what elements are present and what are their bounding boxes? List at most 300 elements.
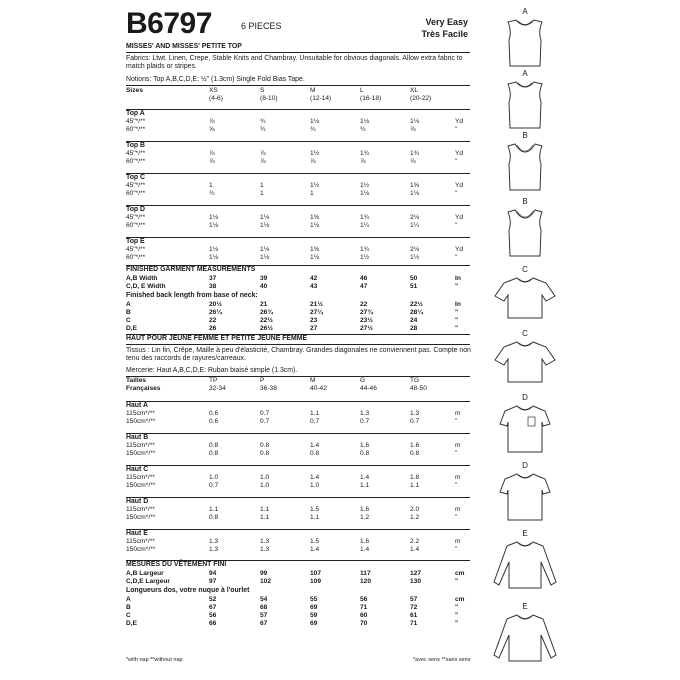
- cell-value: 72: [410, 604, 418, 611]
- size-code: M: [310, 87, 316, 94]
- row-label: C,D,E Largeur: [126, 578, 170, 585]
- row-label: 60"*/**: [126, 126, 146, 133]
- cell-value: 1¾: [410, 150, 420, 157]
- cell-value: 1.2: [360, 514, 370, 521]
- cell-value: 1½: [310, 150, 320, 157]
- francaises-header: [126, 385, 471, 393]
- cell-value: 50: [410, 275, 418, 282]
- cell-value: 59: [310, 612, 318, 619]
- view-title: Top D: [126, 206, 146, 213]
- table-row: [126, 325, 471, 333]
- cell-value: 0.7: [410, 418, 420, 425]
- view-title: Top B: [126, 142, 146, 149]
- cell-value: 1⅛: [209, 222, 219, 229]
- cell-value: 27½: [360, 325, 373, 332]
- divider: [126, 433, 470, 434]
- table-row: [126, 283, 471, 291]
- garment-icon: [492, 470, 558, 522]
- cell-value: 40: [260, 283, 268, 290]
- cell-value: 1.3: [209, 546, 219, 553]
- cell-value: 1.0: [260, 474, 270, 481]
- cell-value: 67: [209, 604, 217, 611]
- view-letter: A: [522, 69, 528, 78]
- view-title-fr: Haut A: [126, 402, 148, 409]
- table-row: [126, 301, 471, 309]
- table-row: [126, 604, 471, 612]
- cell-value: ⅞: [360, 158, 366, 165]
- cell-value: 130: [410, 578, 422, 585]
- footnote-en: *with nap **without nap: [126, 657, 183, 663]
- cell-value: 1.4: [310, 474, 320, 481]
- cell-value: 1½: [360, 182, 370, 189]
- table-row: [126, 222, 471, 230]
- cell-value: 22: [209, 317, 217, 324]
- row-label: 115cm*/**: [126, 410, 155, 417]
- cell-value: 0.8: [260, 442, 270, 449]
- view-letter: E: [522, 602, 528, 611]
- taille-range: 44-46: [360, 385, 377, 392]
- cell-unit: ": [455, 283, 459, 290]
- taille-code: G: [360, 377, 366, 384]
- cell-value: 1.0: [310, 482, 320, 489]
- row-label: B: [126, 309, 131, 316]
- sizes-label: Sizes: [126, 87, 143, 94]
- cell-value: 56: [209, 612, 217, 619]
- table-row: [126, 538, 471, 546]
- cell-value: 0.8: [209, 442, 219, 449]
- cell-value: ⅞: [209, 158, 215, 165]
- table-row: [126, 596, 471, 604]
- view-letter: D: [522, 393, 528, 402]
- table-row: [126, 254, 471, 262]
- row-label: C: [126, 612, 131, 619]
- garment-icon: [492, 538, 558, 590]
- row-label: 150cm*/**: [126, 450, 156, 457]
- cell-unit: Yd: [455, 214, 464, 221]
- cell-unit: ": [455, 126, 458, 133]
- tailles-header: [126, 377, 471, 385]
- pieces-count: 6 PIECES: [241, 21, 282, 31]
- cell-value: 1.5: [310, 538, 320, 545]
- cell-unit: ": [455, 450, 458, 457]
- cell-value: 27¼: [310, 309, 323, 316]
- cell-value: 1.1: [360, 482, 370, 489]
- view-title-fr: Haut D: [126, 498, 149, 505]
- cell-value: 1.4: [310, 442, 320, 449]
- cell-value: 57: [260, 612, 268, 619]
- cell-value: 22½: [260, 317, 273, 324]
- cell-value: 1.3: [260, 538, 270, 545]
- cell-value: 26½: [260, 325, 273, 332]
- cell-value: 1¾: [360, 150, 370, 157]
- view-illustrations: [492, 8, 562, 672]
- row-label: 115cm*/**: [126, 506, 155, 513]
- row-label: 60"*/**: [126, 190, 146, 197]
- cell-value: 22½: [410, 301, 423, 308]
- cell-value: 127: [410, 570, 422, 577]
- cell-value: 0.8: [410, 450, 420, 457]
- cell-value: 1½: [360, 254, 370, 261]
- cell-value: ⅞: [209, 118, 215, 125]
- tailles-label: Tailles: [126, 377, 147, 384]
- garment-icon: [492, 338, 558, 390]
- cell-value: 0.7: [310, 418, 320, 425]
- table-row: [126, 570, 471, 578]
- cell-unit: ": [455, 620, 459, 627]
- cell-value: 1.3: [410, 410, 420, 417]
- size-code: XS: [209, 87, 218, 94]
- back-length-title-fr: Longueurs dos, votre nuque à l'ourlet: [126, 587, 250, 594]
- cell-value: 70: [360, 620, 368, 627]
- cell-value: ⅞: [260, 158, 266, 165]
- row-label: A: [126, 301, 131, 308]
- cell-value: ⅞: [410, 126, 416, 133]
- garment-icon: [492, 402, 558, 454]
- cell-value: 1½: [310, 182, 320, 189]
- back-length-title: Finished back length from base of neck:: [126, 292, 258, 299]
- cell-value: ¾: [260, 118, 266, 125]
- table-row: [126, 450, 471, 458]
- cell-value: 1¼: [360, 222, 370, 229]
- cell-value: 26¾: [260, 309, 273, 316]
- cell-value: 0.8: [209, 450, 219, 457]
- taille-code: P: [260, 377, 265, 384]
- row-label: 60"*/**: [126, 254, 146, 261]
- cell-value: 46: [360, 275, 368, 282]
- cell-value: 23½: [360, 317, 373, 324]
- row-label: 60"*/**: [126, 158, 146, 165]
- title-en: MISSES' AND MISSES' PETITE TOP: [126, 43, 242, 50]
- cell-value: 1: [260, 182, 264, 189]
- cell-unit: ": [455, 317, 459, 324]
- cell-value: 42: [310, 275, 318, 282]
- size-range: (4-6): [209, 95, 223, 102]
- view-c-figure: [492, 266, 562, 326]
- cell-value: 55: [310, 596, 318, 603]
- view-d-figure: [492, 462, 562, 522]
- divider: [126, 109, 470, 110]
- cell-value: 1¼: [410, 222, 420, 229]
- cell-unit: ": [455, 325, 459, 332]
- cell-value: 2⅛: [410, 214, 420, 221]
- cell-value: 1.1: [209, 506, 219, 513]
- cell-value: 1.4: [360, 546, 370, 553]
- cell-value: 120: [360, 578, 372, 585]
- cell-value: 1⅝: [310, 214, 320, 221]
- cell-value: 0.7: [260, 410, 270, 417]
- cell-unit: m: [455, 538, 461, 545]
- cell-value: 1⅛: [360, 190, 370, 197]
- cell-value: 117: [360, 570, 371, 577]
- table-row: [126, 246, 471, 254]
- cell-value: 1.6: [410, 442, 420, 449]
- cell-value: 1⅛: [410, 190, 420, 197]
- view-letter: B: [522, 197, 528, 206]
- sizes-header: [126, 87, 471, 95]
- cell-value: 51: [410, 283, 418, 290]
- row-label: 45"*/**: [126, 246, 146, 253]
- cell-value: 61: [410, 612, 418, 619]
- row-label: 150cm*/**: [126, 418, 156, 425]
- cell-value: 1¾: [360, 214, 370, 221]
- divider: [126, 465, 470, 466]
- view-title-fr: Haut C: [126, 466, 149, 473]
- cell-value: 1⅛: [310, 222, 320, 229]
- cell-value: ⅞: [209, 150, 215, 157]
- cell-value: 38: [209, 283, 217, 290]
- cell-value: 0.6: [209, 410, 219, 417]
- table-row: [126, 612, 471, 620]
- row-label: B: [126, 604, 131, 611]
- cell-unit: m: [455, 474, 461, 481]
- cell-value: 2⅛: [410, 246, 420, 253]
- cell-value: 57: [410, 596, 418, 603]
- row-label: D,E: [126, 620, 137, 627]
- cell-value: 0.8: [260, 450, 270, 457]
- cell-value: 0.8: [360, 450, 370, 457]
- cell-value: 0.6: [209, 418, 219, 425]
- view-letter: C: [522, 265, 528, 274]
- cell-unit: cm: [455, 570, 465, 577]
- cell-value: ¾: [260, 126, 266, 133]
- cell-unit: In: [455, 301, 461, 308]
- row-label: 115cm*/**: [126, 474, 155, 481]
- garment-icon: [492, 78, 558, 130]
- finished-title: FINISHED GARMENT MEASUREMENTS: [126, 266, 256, 273]
- table-row: [126, 118, 471, 126]
- cell-value: 1.4: [410, 546, 420, 553]
- cell-unit: Yd: [455, 118, 464, 125]
- cell-value: 23: [310, 317, 318, 324]
- cell-unit: ": [455, 604, 459, 611]
- divider: [126, 529, 470, 530]
- cell-unit: ": [455, 546, 458, 553]
- cell-value: 1⅛: [209, 246, 219, 253]
- cell-unit: ": [455, 222, 458, 229]
- view-a-figure: [492, 8, 562, 68]
- divider: [126, 237, 470, 238]
- cell-value: 1: [209, 182, 213, 189]
- cell-value: 66: [209, 620, 217, 627]
- cell-value: 39: [260, 275, 268, 282]
- cell-value: 1.6: [360, 538, 370, 545]
- cell-value: ⅞: [310, 158, 316, 165]
- cell-value: 27¾: [360, 309, 373, 316]
- cell-value: 0.7: [360, 418, 370, 425]
- cell-unit: ": [455, 612, 459, 619]
- cell-value: 1⅝: [410, 182, 420, 189]
- cell-value: 26¼: [209, 309, 222, 316]
- cell-value: 1⅛: [209, 214, 219, 221]
- divider: [126, 401, 470, 402]
- cell-value: 1.1: [310, 410, 320, 417]
- row-label: D,E: [126, 325, 137, 332]
- cell-value: 21: [260, 301, 268, 308]
- cell-unit: ": [455, 418, 458, 425]
- row-label: 60"*/**: [126, 222, 146, 229]
- cell-unit: m: [455, 442, 461, 449]
- cell-unit: Yd: [455, 150, 464, 157]
- cell-value: 0.8: [209, 514, 219, 521]
- cell-unit: Yd: [455, 246, 464, 253]
- cell-value: 1⅝: [310, 246, 320, 253]
- mercerie-fr: Mercerie: Haut A,B,C,D,E: Ruban biaisé simple (1.3cm).: [126, 367, 298, 374]
- row-label: 150cm*/**: [126, 514, 156, 521]
- cell-value: 1.4: [360, 474, 370, 481]
- cell-unit: ": [455, 514, 458, 521]
- size-range: (16-18): [360, 95, 382, 102]
- cell-value: 1⅛: [310, 118, 320, 125]
- garment-icon: [492, 274, 558, 326]
- taille-range: 36-38: [260, 385, 277, 392]
- cell-unit: ": [455, 190, 458, 197]
- divider: [126, 52, 470, 53]
- view-letter: C: [522, 329, 528, 338]
- table-row: [126, 275, 471, 283]
- cell-value: 1: [260, 190, 264, 197]
- cell-value: 71: [410, 620, 418, 627]
- finished-title-fr: MESURES DU VÊTEMENT FINI: [126, 561, 227, 568]
- view-e-figure: [492, 530, 562, 590]
- cell-value: 1.2: [410, 514, 420, 521]
- cell-value: 1.0: [209, 474, 219, 481]
- cell-value: 54: [260, 596, 268, 603]
- cell-value: 1.0: [260, 482, 270, 489]
- cell-value: 109: [310, 578, 322, 585]
- size-code: XL: [410, 87, 419, 94]
- garment-icon: [492, 206, 558, 258]
- view-b-figure: [492, 198, 562, 258]
- view-d-figure: [492, 394, 562, 454]
- cell-value: 1.1: [410, 482, 420, 489]
- table-row: [126, 506, 471, 514]
- cell-value: 1⅛: [360, 118, 370, 125]
- cell-value: 1⅛: [260, 246, 270, 253]
- view-b-figure: [492, 132, 562, 192]
- row-label: 45"*/**: [126, 214, 146, 221]
- view-title-fr: Haut E: [126, 530, 148, 537]
- cell-value: 0.8: [310, 450, 320, 457]
- table-row: [126, 474, 471, 482]
- cell-unit: ": [455, 309, 459, 316]
- view-letter: A: [522, 7, 528, 16]
- cell-value: ¾: [209, 190, 215, 197]
- view-e-figure: [492, 603, 562, 663]
- cell-value: 43: [310, 283, 318, 290]
- table-row: [126, 514, 471, 522]
- row-label: 115cm*/**: [126, 442, 155, 449]
- footnote-fr: *avec sens **sans sens: [413, 657, 471, 663]
- cell-unit: cm: [455, 596, 465, 603]
- row-label: C: [126, 317, 131, 324]
- cell-value: 1⅛: [260, 254, 270, 261]
- cell-value: 24: [410, 317, 418, 324]
- table-row: [126, 214, 471, 222]
- view-letter: D: [522, 461, 528, 470]
- cell-value: 1⅛: [310, 254, 320, 261]
- cell-value: 0.7: [209, 482, 219, 489]
- cell-value: 1⅛: [410, 118, 420, 125]
- cell-value: 56: [360, 596, 368, 603]
- divider: [126, 497, 470, 498]
- table-row: [126, 190, 471, 198]
- size-range: (20-22): [410, 95, 432, 102]
- cell-value: 97: [209, 578, 217, 585]
- cell-value: 26: [209, 325, 217, 332]
- cell-value: 47: [360, 283, 368, 290]
- table-row: [126, 158, 471, 166]
- cell-value: 28¼: [410, 309, 423, 316]
- garment-icon: [492, 16, 558, 68]
- divider: [126, 344, 470, 345]
- cell-value: 0.7: [260, 418, 270, 425]
- row-label: 150cm*/**: [126, 546, 156, 553]
- cell-value: 1: [310, 190, 314, 197]
- table-row: [126, 126, 471, 134]
- cell-unit: m: [455, 506, 461, 513]
- pattern-code: B6797: [126, 7, 212, 40]
- row-label: 150cm*/**: [126, 482, 156, 489]
- cell-value: 1.6: [360, 506, 370, 513]
- table-row: [126, 317, 471, 325]
- cell-unit: ": [455, 254, 458, 261]
- table-row: [126, 150, 471, 158]
- cell-value: 1.1: [260, 506, 270, 513]
- cell-value: 68: [260, 604, 268, 611]
- cell-value: 37: [209, 275, 217, 282]
- row-label: A,B Width: [126, 275, 158, 282]
- cell-value: 27: [310, 325, 318, 332]
- cell-value: 1⅛: [209, 254, 219, 261]
- cell-value: 1.5: [310, 506, 320, 513]
- taille-code: TP: [209, 377, 218, 384]
- cell-value: 1.4: [310, 546, 320, 553]
- cell-unit: ": [455, 578, 459, 585]
- difficulty-fr: Très Facile: [421, 29, 468, 39]
- taille-range: 32-34: [209, 385, 226, 392]
- cell-value: 1.1: [260, 514, 270, 521]
- title-fr: HAUT POUR JEUNE FEMME ET PETITE JEUNE FEMME: [126, 335, 308, 342]
- tissus-fr: Tissus : Lin fin, Crêpe, Maille à peu d'élasticité, Chambray. Grandes diagonales ne conviennent pas. Compte non tenu des raccords de rayures/carreaux.: [126, 347, 471, 362]
- view-title-fr: Haut B: [126, 434, 149, 441]
- view-title: Top A: [126, 110, 145, 117]
- cell-unit: m: [455, 410, 461, 417]
- cell-value: 28: [410, 325, 418, 332]
- table-row: [126, 546, 471, 554]
- row-label: 45"*/**: [126, 150, 146, 157]
- view-title: Top E: [126, 238, 145, 245]
- table-row: [126, 182, 471, 190]
- size-code: S: [260, 87, 265, 94]
- cell-value: 60: [360, 612, 368, 619]
- notions-en: Notions: Top A,B,C,D,E: ½" (1.3cm) Single Fold Bias Tape.: [126, 76, 305, 83]
- table-row: [126, 578, 471, 586]
- cell-value: ¾: [360, 126, 366, 133]
- size-range: (8-10): [260, 95, 278, 102]
- sizes-range: [126, 95, 471, 103]
- view-letter: B: [522, 131, 528, 140]
- cell-value: 52: [209, 596, 217, 603]
- cell-unit: In: [455, 275, 461, 282]
- table-row: [126, 309, 471, 317]
- divider: [126, 141, 470, 142]
- cell-value: 1.1: [310, 514, 320, 521]
- difficulty-en: Very Easy: [425, 17, 468, 27]
- taille-code: TG: [410, 377, 420, 384]
- francaises-label: Françaises: [126, 385, 161, 392]
- cell-value: 1¾: [360, 246, 370, 253]
- row-label: C,D, E Width: [126, 283, 166, 290]
